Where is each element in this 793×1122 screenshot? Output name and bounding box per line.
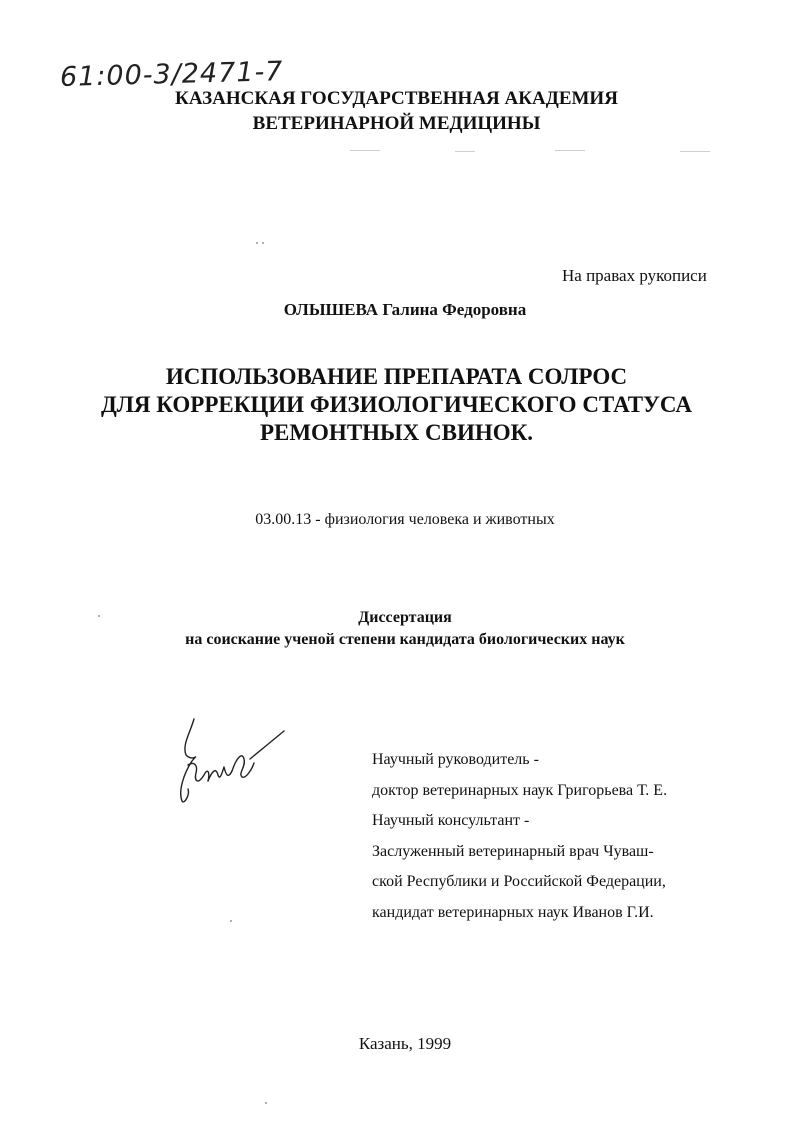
advisor-line-3: Научный консультант - (372, 812, 530, 829)
archive-code: 61:00-3/2471-7 (59, 56, 284, 93)
degree-line-1: Диссертация (358, 609, 452, 626)
dissertation-title (0, 363, 793, 447)
scan-speck (230, 920, 232, 922)
city-year: Казань, 1999 (358, 1034, 452, 1053)
scan-rule (555, 150, 585, 151)
handwritten-signature-icon (172, 715, 292, 815)
scan-speck (256, 242, 258, 244)
advisor-line-5: ской Республики и Российской Федерации, (372, 873, 666, 890)
title-line-1: ИСПОЛЬЗОВАНИЕ ПРЕПАРАТА СОЛРОС (165, 364, 628, 389)
advisor-line-4: Заслуженный ветеринарный врач Чуваш- (372, 842, 654, 860)
degree-statement (0, 607, 793, 651)
advisor-line-6: кандидат ветеринарных наук Иванов Г.И. (372, 903, 654, 921)
scan-speck (265, 1102, 267, 1104)
scan-rule (680, 151, 710, 152)
manuscript-rights: На правах рукописи (562, 266, 707, 285)
institution-line-1: КАЗАНСКАЯ ГОСУДАРСТВЕННАЯ АКАДЕМИЯ (175, 88, 618, 109)
specialty-code: 03.00.13 - физиология человека и животных (255, 511, 555, 528)
scan-rule (350, 150, 380, 151)
title-line-2: ДЛЯ КОРРЕКЦИИ ФИЗИОЛОГИЧЕСКОГО СТАТУСА (100, 392, 693, 417)
advisors-block (372, 745, 667, 928)
degree-line-2: на соискание ученой степени кандидата биологических наук (185, 631, 625, 648)
advisor-line-2: доктор ветеринарных наук Григорьева Т. Е. (372, 781, 668, 799)
institution-line-2: ВЕТЕРИНАРНОЙ МЕДИЦИНЫ (252, 113, 541, 134)
institution-name (0, 86, 793, 136)
advisor-line-1: Научный руководитель - (372, 751, 539, 768)
scan-speck (262, 242, 264, 244)
title-line-3: РЕМОНТНЫХ СВИНОК. (259, 420, 534, 445)
author-name: ОЛЫШЕВА Галина Федоровна (283, 300, 527, 319)
scan-rule (455, 151, 475, 152)
